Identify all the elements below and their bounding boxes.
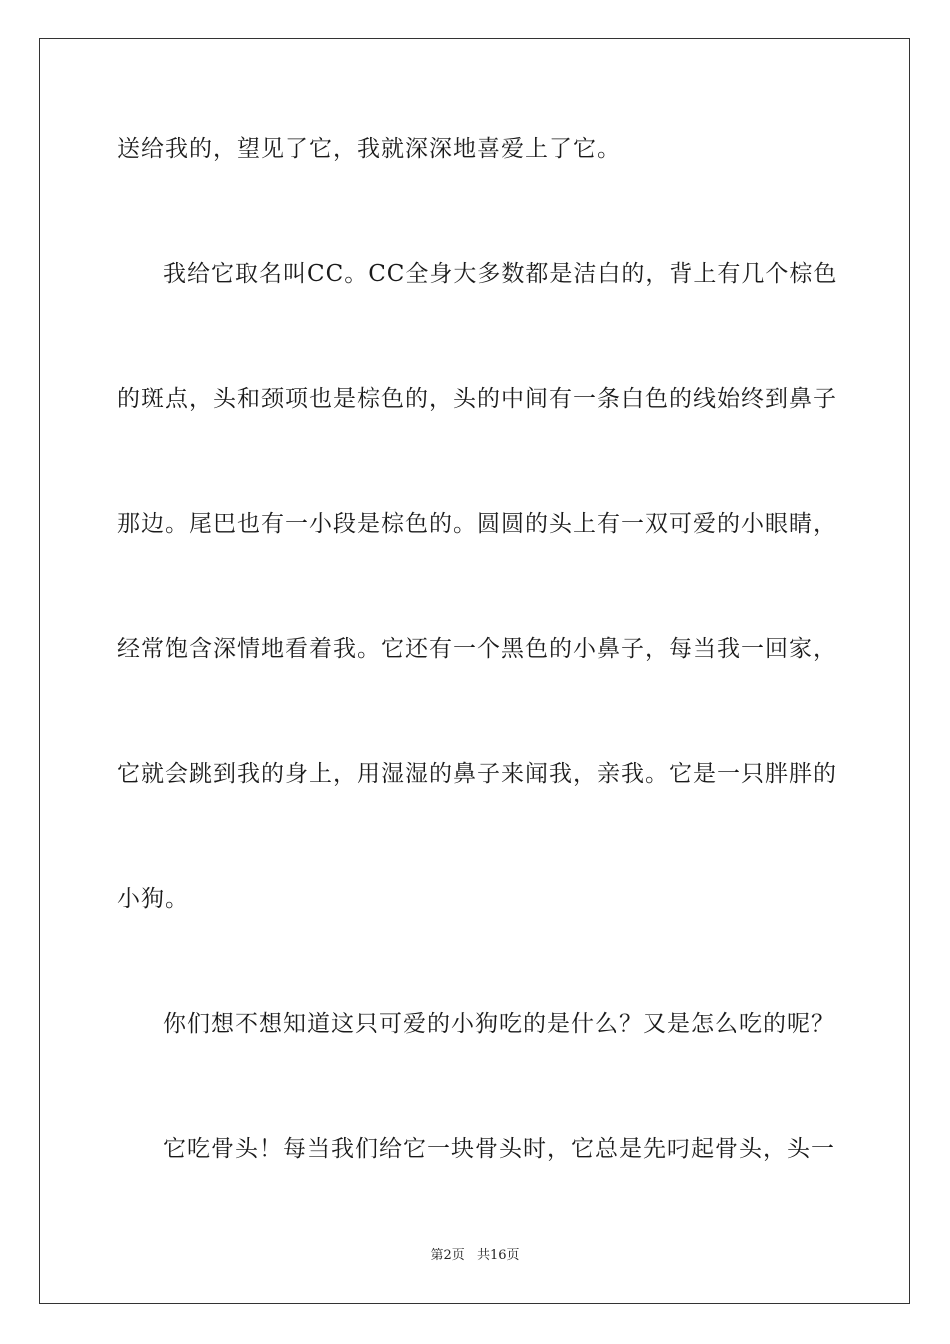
- text-line-5: 经常饱含深情地看着我。它还有一个黑色的小鼻子，每当我一回家，: [117, 636, 837, 662]
- page-number: 第2页: [430, 1248, 465, 1263]
- text-line-1: 送给我的，望见了它，我就深深地喜爱上了它。: [117, 136, 621, 162]
- page-border: [39, 38, 910, 1304]
- text-line-6: 它就会跳到我的身上，用湿湿的鼻子来闻我，亲我。它是一只胖胖的: [117, 761, 837, 787]
- text-line-8: 你们想不想知道这只可爱的小狗吃的是什么？又是怎么吃的呢？: [163, 1011, 835, 1037]
- text-line-4: 那边。尾巴也有一小段是棕色的。圆圆的头上有一双可爱的小眼睛，: [117, 511, 837, 537]
- text-line-2: 我给它取名叫CC。CC全身大多数都是洁白的，背上有几个棕色: [163, 261, 838, 287]
- page-footer: [0, 1247, 950, 1265]
- text-line-9: 它吃骨头！每当我们给它一块骨头时，它总是先叼起骨头，头一: [163, 1136, 835, 1162]
- total-pages: 共16页: [476, 1248, 520, 1263]
- text-line-3: 的斑点，头和颈项也是棕色的，头的中间有一条白色的线始终到鼻子: [117, 386, 837, 412]
- text-line-7: 小狗。: [117, 886, 189, 912]
